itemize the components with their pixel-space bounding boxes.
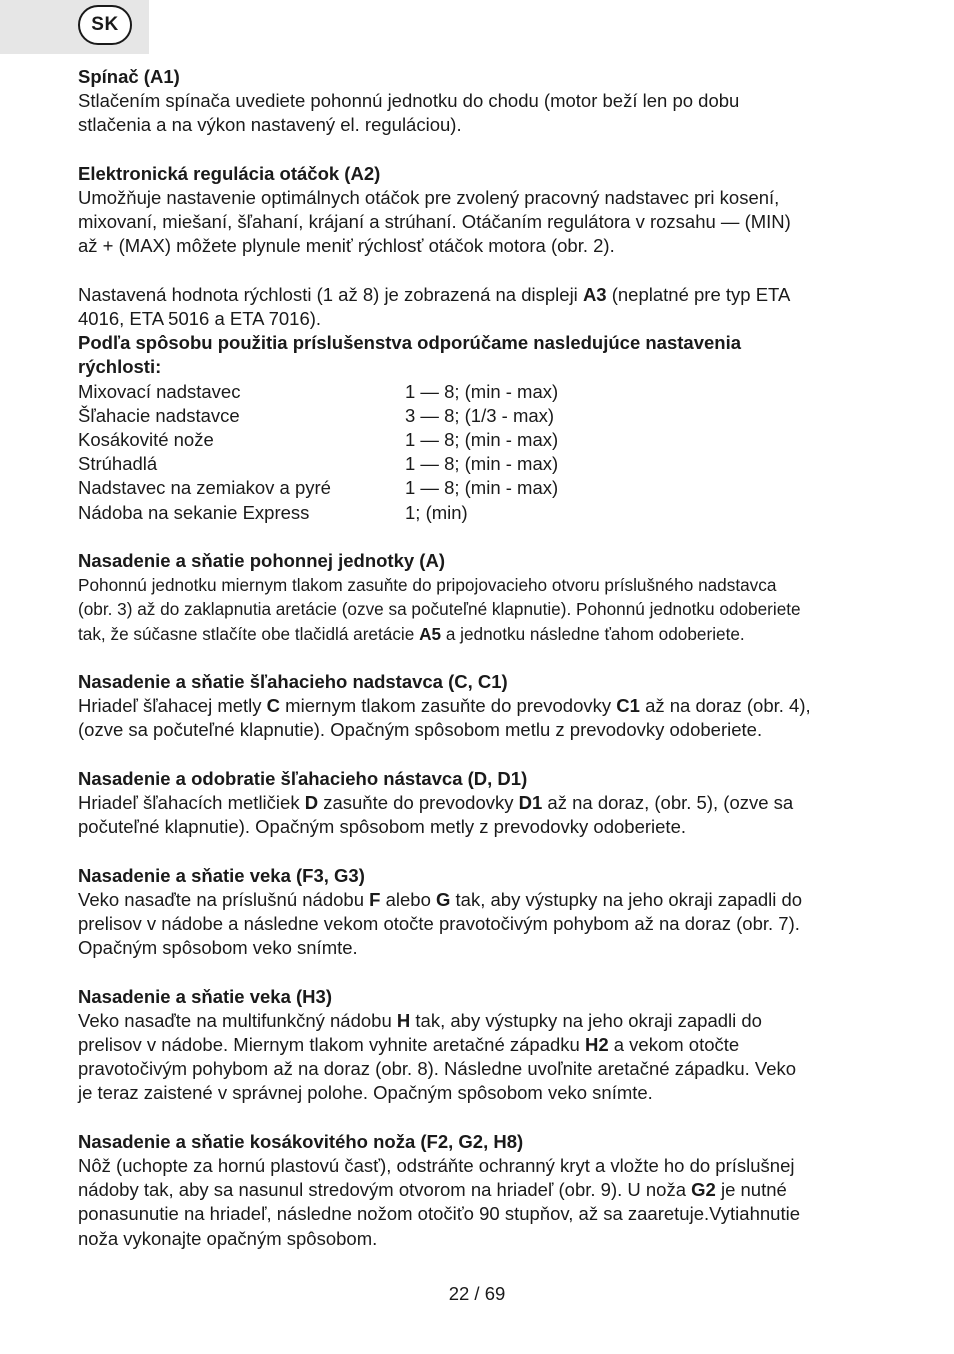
attachment-name: Nádoba na sekanie Express (78, 501, 310, 523)
section-title: Spínač (A1) (78, 66, 180, 87)
section (78, 985, 893, 1106)
section (78, 65, 893, 138)
attachment-name: Kosákovité nože (78, 429, 214, 451)
speed-row (78, 428, 893, 452)
speed-settings-title: Podľa spôsobu použitia príslušenstva odporúčame nasledujúce nastavenia rýchlosti: (78, 332, 742, 378)
section (78, 283, 893, 331)
section-text: Hriadeľ šľahacích metličiek D zasuňte do prevodovky D1 až na doraz, (obr. 5), (ozve sa počuteľné klapnutie). Opačným spôsobom metly z prevodovky odoberiete. (78, 792, 794, 838)
speed-value: 3 — 8; (1/3 - max) (405, 404, 555, 426)
section-text: Stlačením spínača uvediete pohonnú jednotku do chodu (motor beží len po dobu stlačenia a na výkon nastavený el. reguláciou). (78, 90, 740, 136)
speed-settings (78, 331, 893, 525)
section-title: Nasadenie a sňatie veka (H3) (78, 985, 332, 1007)
section-title: Nasadenie a sňatie veka (F3, G3) (78, 864, 365, 886)
speed-row (78, 404, 893, 428)
section-title: Nasadenie a odobratie šľahacieho nástavca (D, D1) (78, 767, 528, 789)
language-tab (0, 0, 149, 54)
sections-part-2 (78, 549, 893, 1251)
section-text: Hriadeľ šľahacej metly C miernym tlakom zasuňte do prevodovky C1 až na doraz (obr. 4), (ozve sa počuteľné klapnutie). Opačným spôsobom metlu z prevodovky odoberiete. (78, 695, 811, 741)
section-title: Nasadenie a sňatie kosákovitého noža (F2, G2, H8) (78, 1130, 524, 1152)
section-text: Nôž (uchopte za hornú plastovú časť), odstráňte ochranný kryt a vložte ho do príslušnej nádoby tak, aby sa nasunul stredovým otvorom na hriadeľ (obr. 9). U noža G2 je nutné ponasunutie na hriadeľ, následne nožom otočiťo 90 stupňov, až sa zaaretuje.Vytiahnutie noža vykonajte opačným spôsobom. (78, 1155, 800, 1249)
attachment-name: Strúhadlá (78, 453, 158, 475)
attachment-name: Mixovací nadstavec (78, 380, 241, 402)
speed-row (78, 452, 893, 476)
document-body (78, 65, 893, 1251)
section (78, 162, 893, 259)
page-number: 22 / 69 (448, 1283, 506, 1304)
section (78, 549, 893, 646)
speed-value: 1; (min) (405, 501, 468, 523)
speed-row (78, 476, 893, 500)
speed-value: 1 — 8; (min - max) (405, 380, 559, 402)
section-text: Veko nasaďte na príslušnú nádobu F alebo G tak, aby výstupky na jeho okraji zapadli do prelisov v nádobe a následne vekom otočte pravotočivým pohybom až na doraz (obr. 7). Opačným spôsobom veko snímte. (78, 888, 803, 959)
section (78, 1130, 893, 1251)
section (78, 767, 893, 840)
speed-value: 1 — 8; (min - max) (405, 477, 559, 499)
section-text: Veko nasaďte na multifunkčný nádobu H tak, aby výstupky na jeho okraji zapadli do prelisov v nádobe. Miernym tlakom vyhnite aretačné západku H2 a vekom otočte pravotočivým pohybom až na doraz (obr. 8). Následne uvoľnite aretačné západku. Veko je teraz zaistené v správnej polohe. Opačným spôsobom veko snímte. (78, 1009, 797, 1104)
section-text: Umožňuje nastavenie optimálnych otáčok pre zvolený pracovný nadstavec pri kosení, mixovaní, miešaní, šľahaní, krájaní a strúhaní. Otáčaním regulátora v rozsahu — (MIN) až + (MAX) môžete plynule meniť rýchlosť otáčok motora (obr. 2). (78, 187, 791, 257)
speed-row (78, 501, 893, 525)
language-badge: SK (78, 5, 132, 45)
sections-part-1 (78, 65, 893, 331)
attachment-name: Nadstavec na zemiakov a pyré (78, 477, 331, 499)
section (78, 864, 893, 961)
section-title: Elektronická regulácia otáčok (A2) (78, 162, 381, 184)
section (78, 670, 893, 743)
speed-row (78, 380, 893, 404)
section-title: Nasadenie a sňatie šľahacieho nadstavca (C, C1) (78, 671, 508, 693)
section-title: Nasadenie a sňatie pohonnej jednotky (A) (78, 550, 445, 572)
section-text: Pohonnú jednotku miernym tlakom zasuňte do pripojovacieho otvoru príslušného nadstavca (obr. 3) až do zaklapnutia aretácie (ozve sa počuteľné klapnutie). Pohonnú jednotku odoberiete tak, že súčasne stlačíte obe tlačidlá aretácie A5 a jednotku následne ťahom odoberiete. (78, 575, 801, 644)
speed-settings-table (78, 380, 893, 525)
section-text: Nastavená hodnota rýchlosti (1 až 8) je zobrazená na displeji A3 (neplatné pre typ ETA 4016, ETA 5016 a ETA 7016). (78, 283, 791, 329)
speed-value: 1 — 8; (min - max) (405, 453, 559, 475)
speed-value: 1 — 8; (min - max) (405, 429, 559, 451)
attachment-name: Šľahacie nadstavce (78, 404, 240, 426)
